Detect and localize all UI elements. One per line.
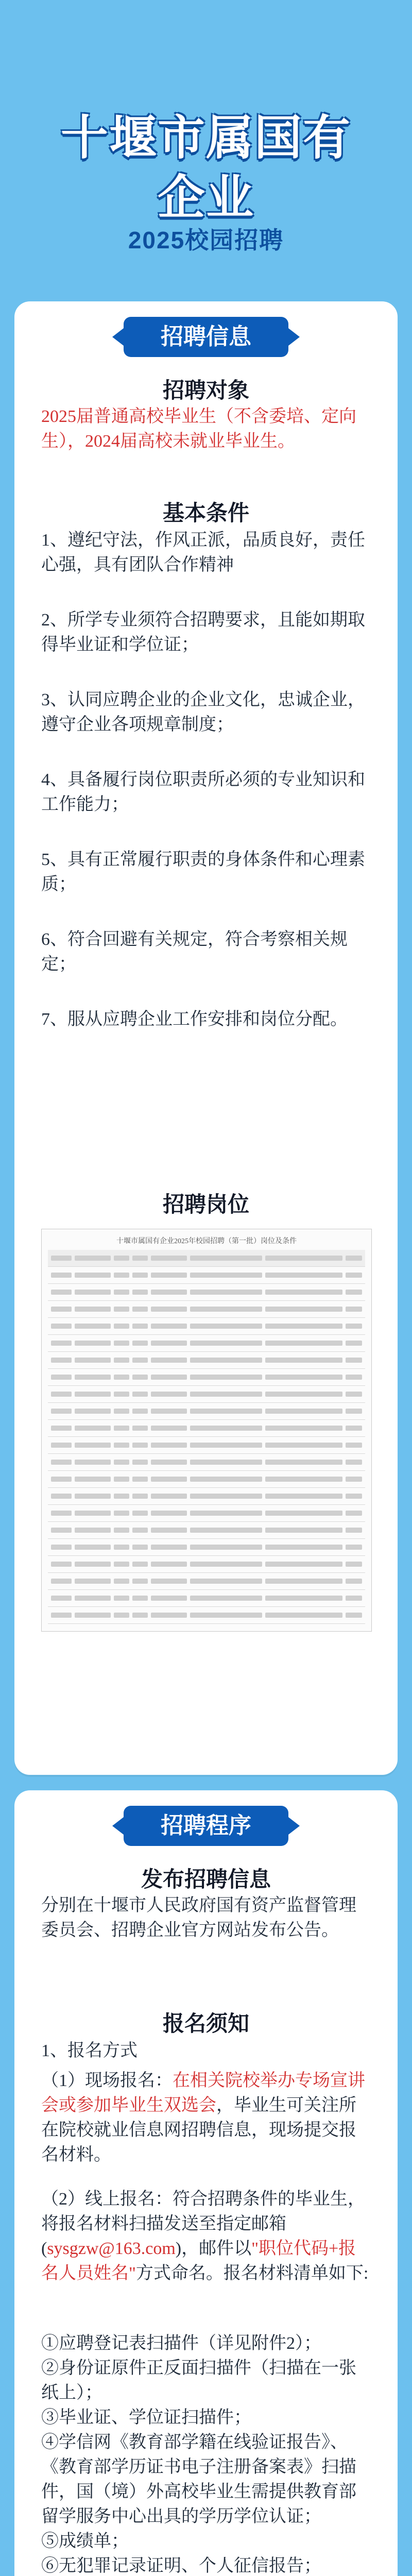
table-cell [114,1443,129,1448]
table-cell [114,1341,129,1346]
table-cell [75,1596,111,1601]
table-cell [75,1273,111,1278]
apply-heading: 报名须知 [162,2011,249,2036]
table-cell [114,1494,129,1499]
table-cell [151,1460,187,1465]
table-cell [346,1375,362,1380]
table-row [48,1437,365,1454]
table-cell [151,1324,187,1329]
condition-item-1: 1、遵纪守法，作风正派，品质良好，责任心强，具有团队合作精神 [41,531,365,574]
hero-title [0,108,412,228]
table-cell [151,1290,187,1295]
table-cell [114,1290,129,1295]
table-cell [132,1256,148,1261]
material-item: ①应聘登记表扫描件（详见附件2）； [41,2334,321,2353]
table-cell [265,1290,342,1295]
publish-text: 分别在十堰市人民政府国有资产监督管理委员会、招聘企业官方网站发布公告。 [41,1896,356,1940]
table-cell [265,1579,342,1584]
material-item: ⑥无犯罪记录证明、个人征信报告； [41,2556,321,2575]
table-cell [190,1409,262,1414]
table-row [48,1505,365,1522]
table-cell [265,1324,342,1329]
table-cell [346,1358,362,1363]
table-cell [114,1460,129,1465]
table-cell [346,1256,362,1261]
table-cell [75,1562,111,1567]
condition-item-6: 6、符合回避有关规定，符合考察相关规定； [41,930,348,974]
hero-title-line1: 十堰市属国有 [60,112,351,164]
table-cell [190,1273,262,1278]
table-row [48,1335,365,1352]
table-cell [114,1477,129,1482]
table-row [48,1420,365,1437]
table-row [48,1471,365,1488]
condition-item-4: 4、具备履行岗位职责所必须的专业知识和工作能力； [41,770,365,814]
table-cell [114,1392,129,1397]
table-cell [132,1324,148,1329]
online-rest: 方式命名。报名材料清单如下: [135,2264,369,2283]
table-cell [346,1545,362,1550]
table-cell [190,1477,262,1482]
table-cell [51,1256,72,1261]
table-cell [114,1358,129,1363]
table-cell [265,1545,342,1550]
hero-title-line2: 企业 [157,172,254,224]
table-cell [151,1562,187,1567]
table-cell [265,1273,342,1278]
table-row [48,1590,365,1607]
table-row [48,1369,365,1386]
table-cell [75,1358,111,1363]
positions-table-caption: 十堰市属国有企业2025年校园招聘（第一批）岗位及条件 [116,1238,297,1245]
table-cell [190,1307,262,1312]
table-cell [190,1443,262,1448]
table-cell [114,1409,129,1414]
onsite-highlight: 在相关院校举办专场宣讲会或参加毕业生双选会 [41,2071,365,2115]
table-cell [114,1511,129,1516]
positions-heading: 招聘岗位 [162,1192,249,1216]
table-cell [75,1477,111,1482]
table-cell [51,1443,72,1448]
table-cell [265,1528,342,1533]
table-cell [132,1341,148,1346]
table-cell [151,1409,187,1414]
table-cell [51,1494,72,1499]
table-cell [346,1511,362,1516]
table-cell [75,1324,111,1329]
table-cell [132,1375,148,1380]
table-cell [346,1341,362,1346]
table-cell [265,1596,342,1601]
table-cell [265,1375,342,1380]
onsite-registration [41,2069,371,2167]
table-cell [51,1307,72,1312]
online-email: sysgzw@163.com [47,2239,176,2258]
table-cell [132,1307,148,1312]
table-cell [346,1392,362,1397]
table-cell [132,1613,148,1618]
table-cell [51,1460,72,1465]
table-cell [75,1307,111,1312]
recruitment-process-card [14,1790,398,2576]
table-cell [132,1511,148,1516]
table-cell [132,1596,148,1601]
table-cell [51,1426,72,1431]
table-cell [75,1290,111,1295]
table-cell [132,1494,148,1499]
recruitment-info-card [14,301,398,1775]
table-cell [114,1613,129,1618]
table-row [48,1284,365,1301]
table-cell [114,1596,129,1601]
table-cell [132,1290,148,1295]
table-cell [190,1528,262,1533]
table-cell [346,1528,362,1533]
table-cell [114,1307,129,1312]
table-cell [51,1324,72,1329]
table-cell [75,1579,111,1584]
table-cell [151,1426,187,1431]
table-cell [190,1579,262,1584]
table-cell [265,1392,342,1397]
table-cell [190,1375,262,1380]
condition-item-2: 2、所学专业须符合招聘要求，且能如期取得毕业证和学位证； [41,611,365,654]
table-cell [114,1256,129,1261]
table-cell [151,1545,187,1550]
condition-item-3: 3、认同应聘企业的企业文化，忠诚企业，遵守企业各项规章制度； [41,690,365,734]
table-cell [151,1358,187,1363]
table-cell [190,1358,262,1363]
target-text: 2025届普通高校毕业生（不含委培、定向生），2024届高校未就业毕业生。 [41,407,356,451]
table-cell [151,1256,187,1261]
table-cell [265,1511,342,1516]
table-cell [51,1341,72,1346]
table-cell [190,1545,262,1550]
table-row [48,1488,365,1505]
table-cell [132,1477,148,1482]
table-row [48,1539,365,1556]
table-cell [346,1324,362,1329]
table-cell [51,1409,72,1414]
table-cell [51,1273,72,1278]
table-row [48,1403,365,1420]
table-cell [132,1528,148,1533]
table-cell [151,1477,187,1482]
table-cell [190,1256,262,1261]
table-cell [132,1392,148,1397]
table-cell [346,1273,362,1278]
table-cell [346,1613,362,1618]
table-cell [151,1528,187,1533]
table-cell [190,1562,262,1567]
table-row [48,1607,365,1624]
table-cell [190,1460,262,1465]
table-cell [51,1579,72,1584]
table-cell [265,1562,342,1567]
table-cell [132,1443,148,1448]
table-cell [190,1341,262,1346]
online-naming: "职位代码+报名人员姓名" [41,2239,356,2283]
table-cell [151,1596,187,1601]
table-cell [265,1341,342,1346]
table-row [48,1573,365,1590]
table-cell [51,1613,72,1618]
material-item: ⑤成绩单； [41,2532,129,2551]
table-row [48,1267,365,1284]
table-cell [51,1528,72,1533]
table-cell [151,1511,187,1516]
table-cell [190,1596,262,1601]
table-cell [114,1562,129,1567]
table-cell [265,1613,342,1618]
table-cell [51,1562,72,1567]
table-cell [346,1290,362,1295]
table-cell [265,1494,342,1499]
table-cell [132,1358,148,1363]
table-cell [75,1256,111,1261]
table-cell [265,1477,342,1482]
table-cell [75,1392,111,1397]
table-cell [151,1307,187,1312]
table-header-row [48,1250,365,1267]
table-cell [151,1392,187,1397]
table-cell [265,1256,342,1261]
table-cell [75,1511,111,1516]
onsite-prefix: （1）现场报名： [41,2071,173,2090]
table-cell [346,1307,362,1312]
table-cell [51,1392,72,1397]
table-cell [265,1443,342,1448]
table-cell [75,1409,111,1414]
table-cell [51,1596,72,1601]
table-cell [346,1596,362,1601]
table-cell [190,1494,262,1499]
hero-banner [0,0,412,289]
table-cell [114,1375,129,1380]
table-cell [151,1443,187,1448]
conditions-heading: 基本条件 [162,501,249,525]
table-cell [265,1460,342,1465]
table-cell [132,1426,148,1431]
table-cell [51,1290,72,1295]
recruitment-info-tag: 招聘信息 [124,317,288,357]
table-cell [114,1528,129,1533]
online-prefix: （2）线上报名：符合招聘条件的毕业生，将报名材料扫描发送至指定邮箱( [41,2190,365,2258]
table-cell [114,1545,129,1550]
table-cell [151,1375,187,1380]
table-cell [114,1324,129,1329]
table-cell [190,1426,262,1431]
table-cell [151,1341,187,1346]
table-cell [346,1562,362,1567]
material-item: ③毕业证、学位证扫描件； [41,2408,251,2427]
table-cell [51,1358,72,1363]
table-cell [151,1494,187,1499]
table-cell [190,1511,262,1516]
table-cell [346,1460,362,1465]
table-row [48,1386,365,1403]
table-cell [132,1562,148,1567]
table-cell [265,1409,342,1414]
table-cell [346,1579,362,1584]
table-cell [346,1443,362,1448]
table-cell [346,1409,362,1414]
table-cell [51,1511,72,1516]
table-cell [51,1477,72,1482]
apply-method: 1、报名方式 [41,2041,138,2060]
table-cell [75,1545,111,1550]
table-cell [114,1579,129,1584]
material-item: ④学信网《教育部学籍在线验证报告》、《教育部学历证书电子注册备案表》扫描件，国（境）外高校毕业生需提供教育部留学服务中心出具的学历学位认证； [41,2433,356,2526]
table-cell [346,1426,362,1431]
table-cell [75,1341,111,1346]
table-cell [75,1426,111,1431]
table-cell [190,1290,262,1295]
table-cell [75,1613,111,1618]
condition-item-7: 7、服从应聘企业工作安排和岗位分配。 [41,1010,348,1029]
table-cell [190,1324,262,1329]
table-cell [265,1426,342,1431]
positions-table-rows [48,1250,365,1624]
table-row [48,1522,365,1539]
online-mid: )，邮件以 [175,2239,252,2258]
table-cell [151,1613,187,1618]
table-row [48,1301,365,1318]
online-registration [41,2187,371,2286]
table-cell [132,1579,148,1584]
table-row [48,1454,365,1471]
table-cell [75,1375,111,1380]
table-cell [132,1460,148,1465]
table-cell [51,1545,72,1550]
material-item: ②身份证原件正反面扫描件（扫描在一张纸上）； [41,2359,356,2402]
table-row [48,1318,365,1335]
positions-table-image [41,1229,372,1632]
table-cell [114,1426,129,1431]
table-cell [132,1273,148,1278]
table-cell [151,1273,187,1278]
table-row [48,1556,365,1573]
table-row [48,1352,365,1369]
table-cell [190,1392,262,1397]
hero-subtitle: 2025校园招聘 [128,227,284,253]
onsite-rest: ，毕业生可关注所在院校就业信息网招聘信息，现场提交报名材料。 [41,2096,356,2164]
target-heading: 招聘对象 [162,378,249,402]
table-cell [75,1443,111,1448]
table-cell [132,1545,148,1550]
table-cell [51,1375,72,1380]
table-cell [75,1528,111,1533]
table-cell [265,1358,342,1363]
table-cell [75,1494,111,1499]
recruitment-process-tag: 招聘程序 [124,1806,288,1846]
materials-list [41,2331,371,2576]
table-cell [114,1273,129,1278]
table-cell [75,1460,111,1465]
table-cell [265,1307,342,1312]
table-cell [346,1477,362,1482]
publish-heading: 发布招聘信息 [141,1867,271,1891]
table-cell [346,1494,362,1499]
condition-item-5: 5、具有正常履行职责的身体条件和心理素质； [41,850,365,894]
table-cell [190,1613,262,1618]
table-cell [132,1409,148,1414]
table-cell [151,1579,187,1584]
